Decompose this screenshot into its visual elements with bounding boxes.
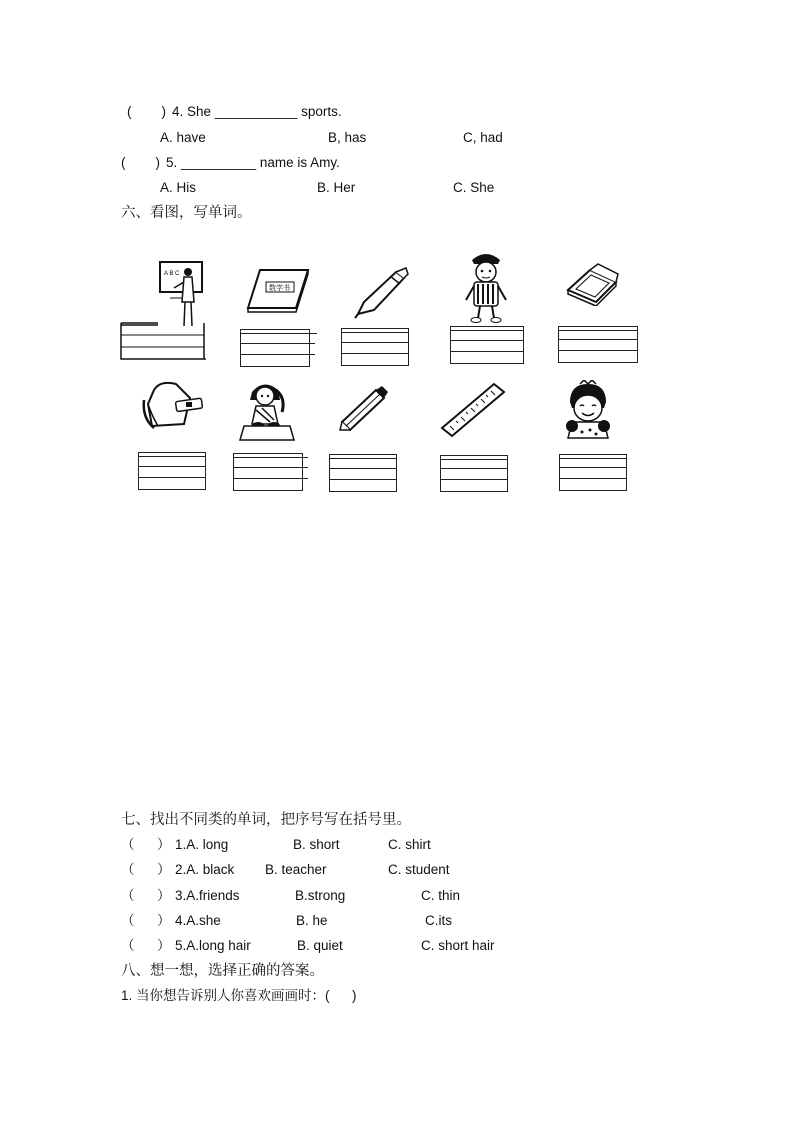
book-label: 数学书	[269, 284, 290, 292]
s7-q4-b: B. he	[296, 913, 328, 928]
s8-q1: 1. 当你想告诉别人你喜欢画画时：( )	[121, 988, 357, 1003]
s7-q5-a: 5.A.long hair	[175, 938, 251, 953]
q5-text: 5. __________ name is Amy.	[166, 155, 340, 170]
s7-q3-a: 3.A.friends	[175, 888, 240, 903]
s7-q4-paren[interactable]: （ ）	[121, 913, 171, 928]
s7-q3-c: C. thin	[421, 888, 461, 903]
s7-q5-b: B. quiet	[297, 938, 343, 953]
s7-q5-paren[interactable]: （ ）	[121, 938, 171, 953]
answer-box-9[interactable]	[440, 455, 508, 492]
happy-girl-picture	[560, 380, 616, 442]
answer-box-6[interactable]	[138, 452, 206, 490]
s7-q4-a: 4.A.she	[175, 913, 221, 928]
answer-box-5[interactable]	[558, 326, 638, 363]
q5-paren[interactable]: ( )	[121, 155, 160, 170]
q4-option-a: A. have	[160, 130, 206, 145]
ruler-picture	[440, 380, 506, 440]
answer-box-2[interactable]	[240, 329, 310, 367]
answer-box-3[interactable]	[341, 328, 409, 366]
s7-q1-c: C. shirt	[388, 837, 431, 852]
s7-q2-paren[interactable]: （ ）	[121, 862, 171, 877]
answer-box-10[interactable]	[559, 454, 627, 491]
board-label: A B C	[164, 271, 180, 277]
section6-heading: 六、看图，写单词。	[121, 205, 252, 221]
q4-paren[interactable]: ( )	[127, 104, 166, 119]
q4-option-c: C, had	[463, 130, 503, 145]
pen-picture	[352, 264, 410, 320]
s7-q2-a: 2.A. black	[175, 862, 235, 877]
q4-option-b: B, has	[328, 130, 367, 145]
boy-picture	[462, 250, 510, 324]
section7-heading: 七、找出不同类的单词，把序号写在括号里。	[121, 812, 411, 828]
book-picture	[246, 266, 310, 314]
answer-box-7[interactable]	[233, 453, 303, 491]
section8-heading: 八、想一想，选择正确的答案。	[121, 963, 324, 979]
s7-q1-b: B. short	[293, 837, 340, 852]
s7-q3-b: B.strong	[295, 888, 346, 903]
pencil-box-picture	[564, 262, 620, 306]
s7-q1-paren[interactable]: （ ）	[121, 837, 171, 852]
s7-q2-c: C. student	[388, 862, 450, 877]
s7-q5-c: C. short hair	[421, 938, 495, 953]
teacher-picture	[150, 258, 206, 330]
answer-box-8[interactable]	[329, 454, 397, 492]
answer-box-4[interactable]	[450, 326, 524, 364]
pencil-picture	[338, 384, 390, 432]
q5-option-a: A. His	[160, 180, 197, 195]
q4-text: 4. She ___________ sports.	[172, 104, 342, 119]
answer-box-1[interactable]	[120, 322, 206, 360]
s7-q1-a: 1.A. long	[175, 837, 229, 852]
girl-drawing-picture	[238, 378, 298, 444]
q5-option-c: C. She	[453, 180, 495, 195]
schoolbag-picture	[138, 378, 204, 432]
s7-q3-paren[interactable]: （ ）	[121, 888, 171, 903]
s7-q2-b: B. teacher	[265, 862, 327, 877]
s7-q4-c: C.its	[425, 913, 452, 928]
q5-option-b: B. Her	[317, 180, 356, 195]
